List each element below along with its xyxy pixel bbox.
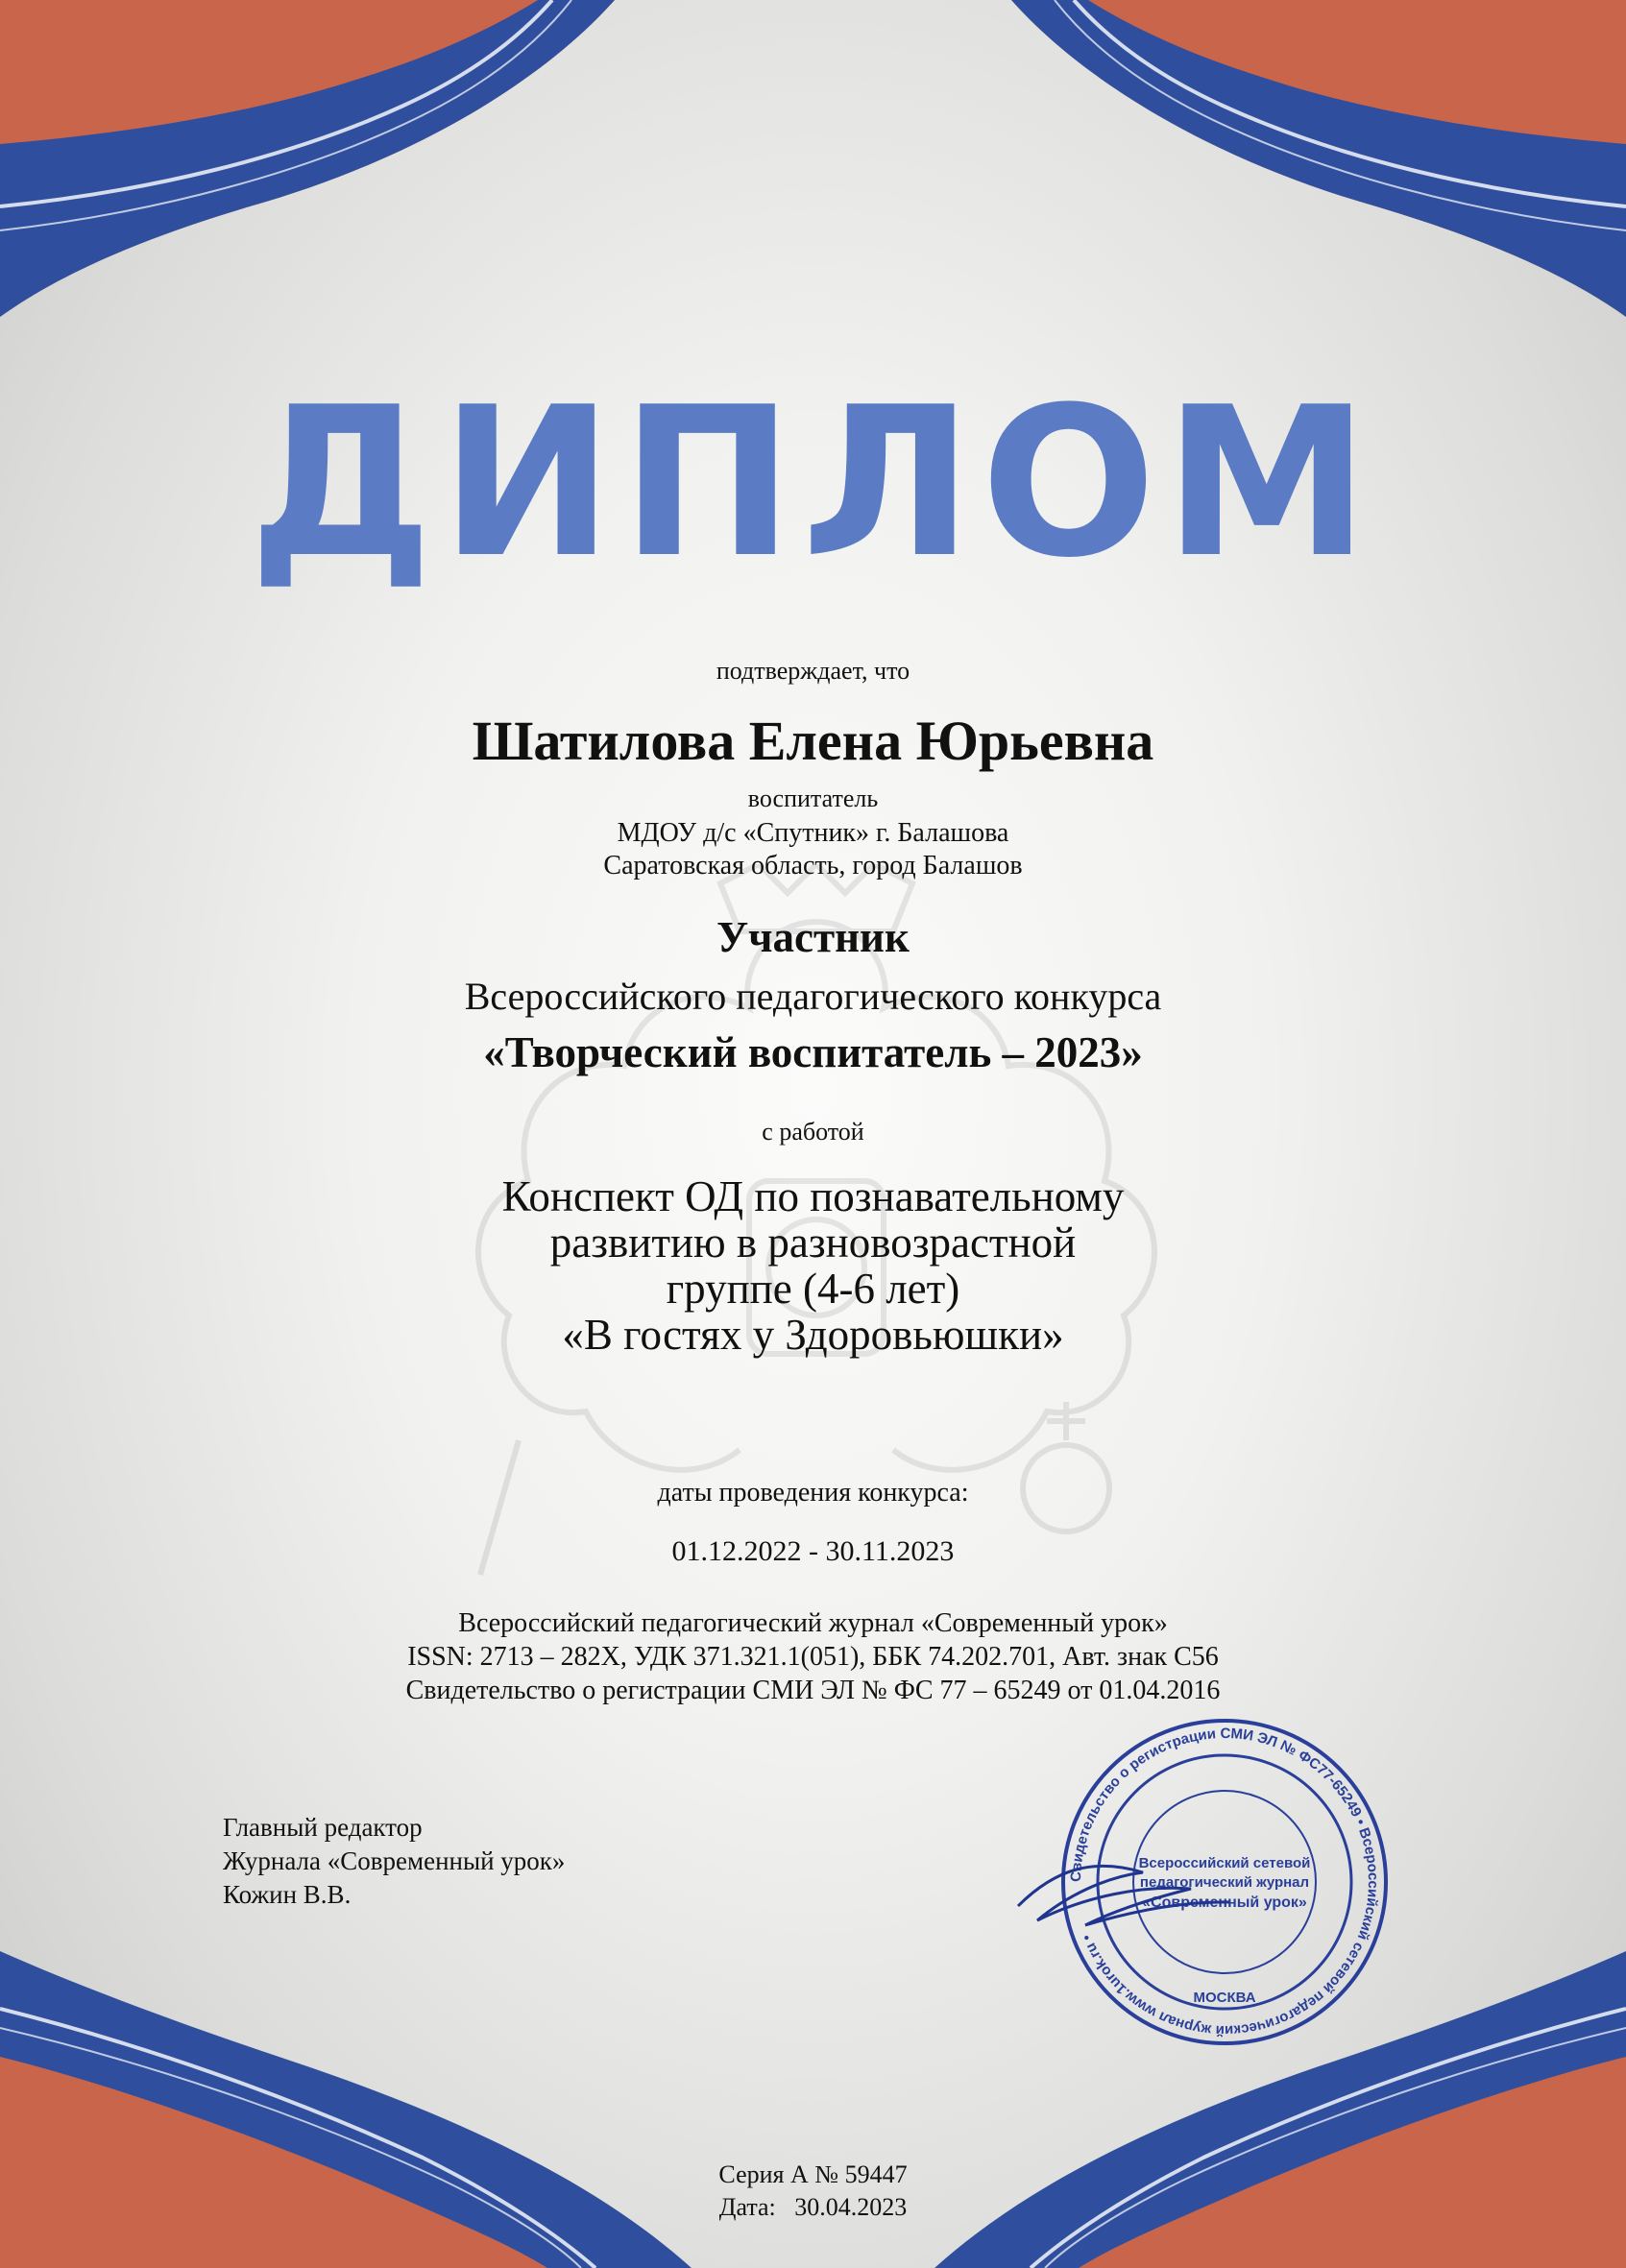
journal-info-line: ISSN: 2713 – 282X, УДК 371.321.1(051), ББК 74.202.701, Авт. знак С56 xyxy=(407,1642,1219,1672)
stamp-bottom-text: МОСКВА xyxy=(1193,1990,1256,2006)
journal-info-line: Всероссийский педагогический журнал «Современный урок» xyxy=(458,1608,1168,1638)
contest-dates: 01.12.2022 - 30.11.2023 xyxy=(671,1535,955,1567)
editor-line: Журнала «Современный урок» xyxy=(223,1846,566,1875)
stamp-ring-textpath: Свидетельство о регистрации СМИ ЭЛ № ФС77-65249 • Всероссийский сетевой педагогический журнал www.1urok.ru • xyxy=(1067,1725,1382,2039)
issue-date: Дата: 30.04.2023 xyxy=(718,2193,908,2221)
work-title-line: развитию в разновозрастной xyxy=(549,1218,1077,1267)
work-title-line: группе (4-6 лет) xyxy=(666,1265,960,1313)
recipient-region: Саратовская область, город Балашов xyxy=(603,851,1023,881)
recipient-position: воспитатель xyxy=(747,784,879,812)
top-ribbon-decoration xyxy=(0,0,1626,317)
contest-dates-label: даты проведения конкурса: xyxy=(657,1478,969,1508)
official-stamp xyxy=(999,1714,1393,2050)
confirms-text: подтверждает, что xyxy=(716,657,910,685)
stamp-center-line-2: педагогический журнал xyxy=(1139,1874,1310,1891)
editor-line: Кожин В.В. xyxy=(223,1880,352,1909)
journal-info xyxy=(0,1606,1626,1707)
work-title-line: «В гостях у Здоровьюшки» xyxy=(562,1311,1064,1359)
work-intro: с работой xyxy=(762,1118,864,1146)
editor-line: Главный редактор xyxy=(223,1813,423,1842)
journal-info-line: Свидетельство о регистрации СМИ ЭЛ № ФС 77 – 65249 от 01.04.2016 xyxy=(405,1676,1221,1705)
serial-block xyxy=(0,2159,1626,2224)
recipient-name: Шатилова Елена Юрьевна xyxy=(472,710,1154,772)
stamp-center-line-3: «Современный урок» xyxy=(1142,1894,1307,1911)
work-title xyxy=(0,1173,1626,1358)
stamp-center-line-1: Всероссийский сетевой xyxy=(1138,1855,1311,1871)
serial-number: Серия А № 59447 xyxy=(718,2160,908,2188)
work-title-line: Конспект ОД по познавательному xyxy=(501,1172,1125,1220)
recipient-organization: МДОУ д/с «Спутник» г. Балашова xyxy=(617,818,1009,848)
contest-description: Всероссийского педагогического конкурса xyxy=(464,975,1162,1018)
diploma-title: ДИПЛОМ xyxy=(249,362,1377,603)
chief-editor-block xyxy=(223,1811,565,1912)
contest-name: «Творческий воспитатель – 2023» xyxy=(483,1028,1143,1076)
participant-status: Участник xyxy=(716,913,910,961)
